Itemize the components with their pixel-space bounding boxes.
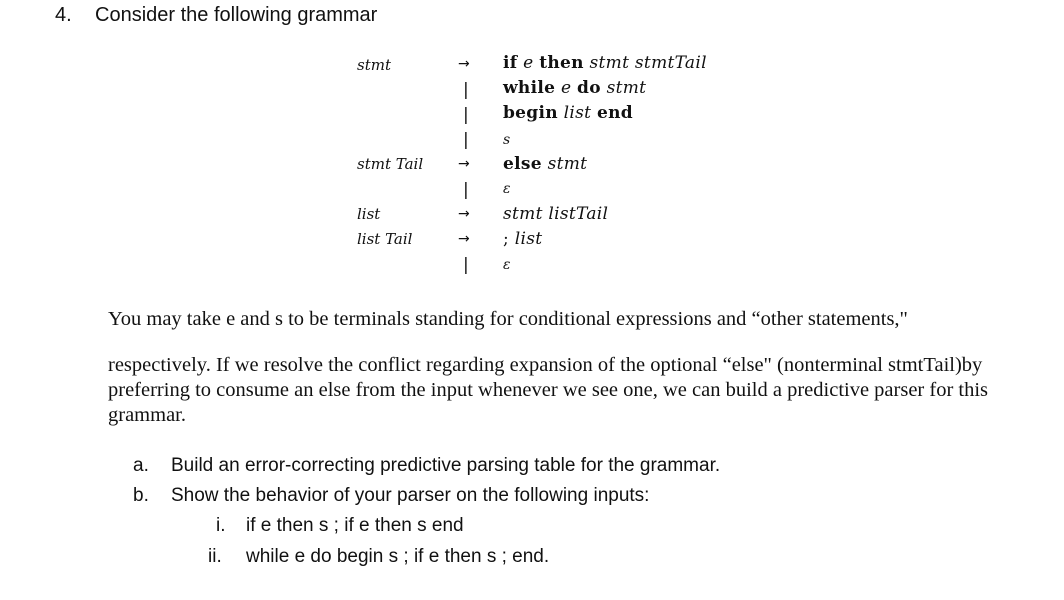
rhs-symbols: list [563,103,592,123]
production-rhs-while [503,78,646,98]
part-b-text: Show the behavior of your parser on the following inputs: [171,485,650,506]
production-rhs-s: s [503,132,511,148]
rhs-symbols: stmt stmtTail [589,53,707,73]
alternative-bar: | [463,130,469,150]
production-rhs-semicolon [503,229,542,249]
production-rhs-else [503,154,587,174]
question-title: Consider the following grammar [95,4,378,26]
input-i-text: if e then s ; if e then s end [246,515,464,536]
production-arrow: → [458,56,470,72]
input-ii [208,546,549,568]
paragraph-body: respectively. If we resolve the conflict regarding expansion of the optional “else" (nonterminal stmtTail)by preferring to consume an else from the input whenever we see one, we can build a predictive parser for this grammar. [108,354,989,426]
nonterminal-list-tail: list Tail [357,230,413,248]
keyword-then: then [539,53,584,73]
nonterminal-stmt-tail: stmt Tail [357,155,424,173]
alternative-bar: | [463,80,469,100]
production-rhs-begin [503,103,633,123]
keyword-do: do [577,78,601,98]
input-i-label: i. [216,515,226,536]
input-ii-text: while e do begin s ; if e then s ; end. [246,546,550,567]
part-b-label: b. [133,485,149,506]
keyword-begin: begin [503,103,558,123]
terminal-e: e [523,53,534,73]
production-arrow: → [458,231,470,247]
part-a-text: Build an error-correcting predictive parsing table for the grammar. [171,455,721,476]
input-i [216,515,464,537]
paragraph-line-1: You may take e and s to be terminals standing for conditional expressions and “other statements," [108,308,908,330]
question-number: 4. [55,4,72,26]
production-rhs-list: stmt listTail [503,204,609,224]
alternative-bar: | [463,255,469,275]
alternative-bar: | [463,105,469,125]
production-rhs-epsilon: ε [503,257,511,273]
production-rhs-if [503,53,707,73]
nonterminal-list: list [357,205,381,223]
keyword-if: if [503,53,518,73]
part-a [133,455,720,477]
production-arrow: → [458,156,470,172]
part-b [133,485,649,507]
terminal-semicolon: ; [503,229,510,249]
keyword-else: else [503,154,542,174]
production-arrow: → [458,206,470,222]
keyword-while: while [503,78,556,98]
keyword-end: end [597,103,633,123]
terminal-e: e [560,78,572,98]
rhs-symbols: stmt [606,78,647,98]
input-ii-label: ii. [208,546,222,567]
production-rhs-epsilon: ε [503,181,511,197]
nonterminal-stmt: stmt [357,56,391,74]
rhs-symbols: list [514,229,543,249]
alternative-bar: | [463,180,469,200]
rhs-symbols: stmt [547,154,588,174]
question-header [55,4,377,27]
part-a-label: a. [133,455,149,476]
